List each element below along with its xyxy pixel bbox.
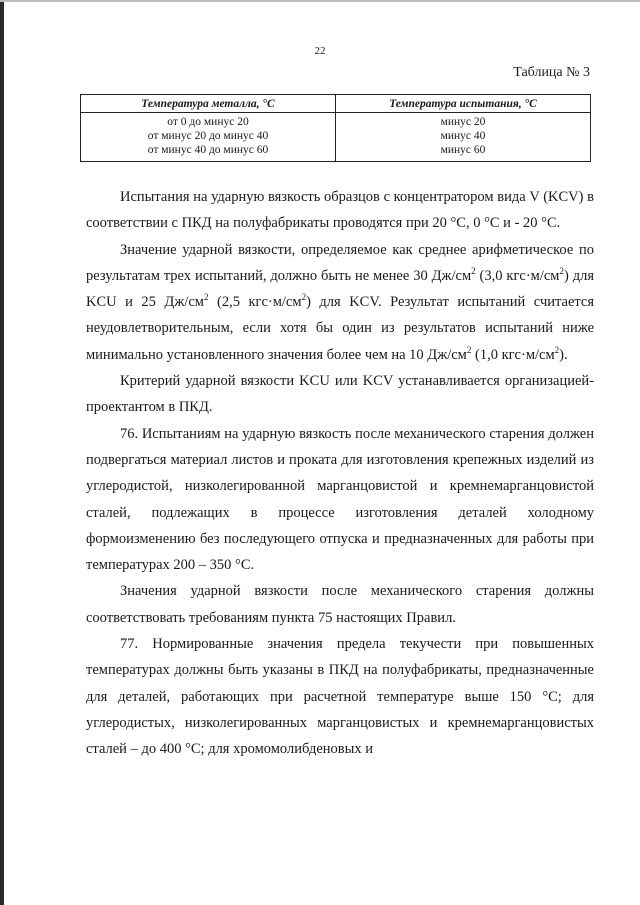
text-run: ) для KCV. Результат испытаний считается неудовлетворительным, если хотя бы один из результатов испытаний ниже минимально установленного значения более чем на 10 Дж/см	[86, 294, 594, 363]
table-header-row	[81, 95, 591, 113]
test-temp-header: Температура испытания, °С	[336, 95, 591, 113]
test-temp-value: минус 40	[440, 130, 486, 142]
scan-edge	[0, 0, 4, 905]
document-body	[86, 184, 594, 763]
paragraph-criterion: Критерий ударной вязкости KCU или KCV устанавливается организацией-проектантом в ПКД.	[86, 373, 594, 416]
page-number: 22	[314, 45, 326, 57]
metal-temp-value: от 0 до минус 20	[167, 116, 249, 128]
scan-edge-top	[0, 0, 640, 2]
superscript: 2	[554, 344, 560, 355]
temperature-table	[80, 94, 591, 162]
paragraph-impact-value	[86, 237, 594, 368]
metal-temp-value: от минус 40 до минус 60	[147, 144, 269, 156]
superscript: 2	[471, 265, 476, 276]
test-temp-cell	[336, 113, 591, 162]
superscript: 2	[559, 265, 564, 276]
text-run: (1,0 кгс·м/см	[471, 346, 555, 363]
table-caption: Таблица № 3	[513, 65, 590, 80]
metal-temp-value: от минус 20 до минус 40	[147, 130, 269, 142]
text-run: ) для KCU и 25 Дж/см	[86, 267, 594, 311]
test-temp-value: минус 60	[440, 144, 486, 156]
table-row	[81, 113, 591, 162]
paragraph-ageing-values: Значения ударной вязкости после механического старения должны соответствовать требованиям пункта 75 настоящих Правил.	[86, 583, 594, 626]
paragraph-kcv-tests: Испытания на ударную вязкость образцов с концентратором вида V (KCV) в соответствии с ПКД на полуфабрикаты проводятся при 20 °С, 0 °С и - 20 °С.	[86, 189, 594, 232]
superscript: 2	[466, 344, 472, 355]
text-run: (2,5 кгс·м/см	[208, 294, 302, 311]
superscript: 2	[301, 292, 307, 303]
text-run: Значение ударной вязкости, определяемое как среднее арифметическое по результатам трех испытаний, должно быть не менее 30 Дж/см	[86, 241, 594, 284]
text-run: (3,0 кгс·м/см	[475, 267, 560, 284]
metal-temp-header: Температура металла, °С	[81, 95, 336, 113]
metal-temp-cell	[81, 113, 336, 162]
paragraph-77: 77. Нормированные значения предела текучести при повышенных температурах должны быть указаны в ПКД на полуфабрикаты, предназначенные для деталей, работающих при расчетной температуре выше 150 °С; для углеродистых, низколегированных марганцовистых и кремнемарганцовистых сталей – до 400 °С; для хромомолибденовых и	[86, 636, 594, 758]
paragraph-76: 76. Испытаниям на ударную вязкость после механического старения должен подвергаться материал листов и проката для изготовления крепежных изделий из углеродистой, низколегированной марганцовистой и кремнемарганцовистой сталей, подлежащих в процессе изготовления деталей холодному формоизменению без последующего отпуска и предназначенных для работы при температурах 200 – 350 °С.	[86, 425, 594, 574]
superscript: 2	[203, 292, 209, 303]
text-run: ).	[559, 346, 568, 363]
test-temp-value: минус 20	[440, 116, 486, 128]
